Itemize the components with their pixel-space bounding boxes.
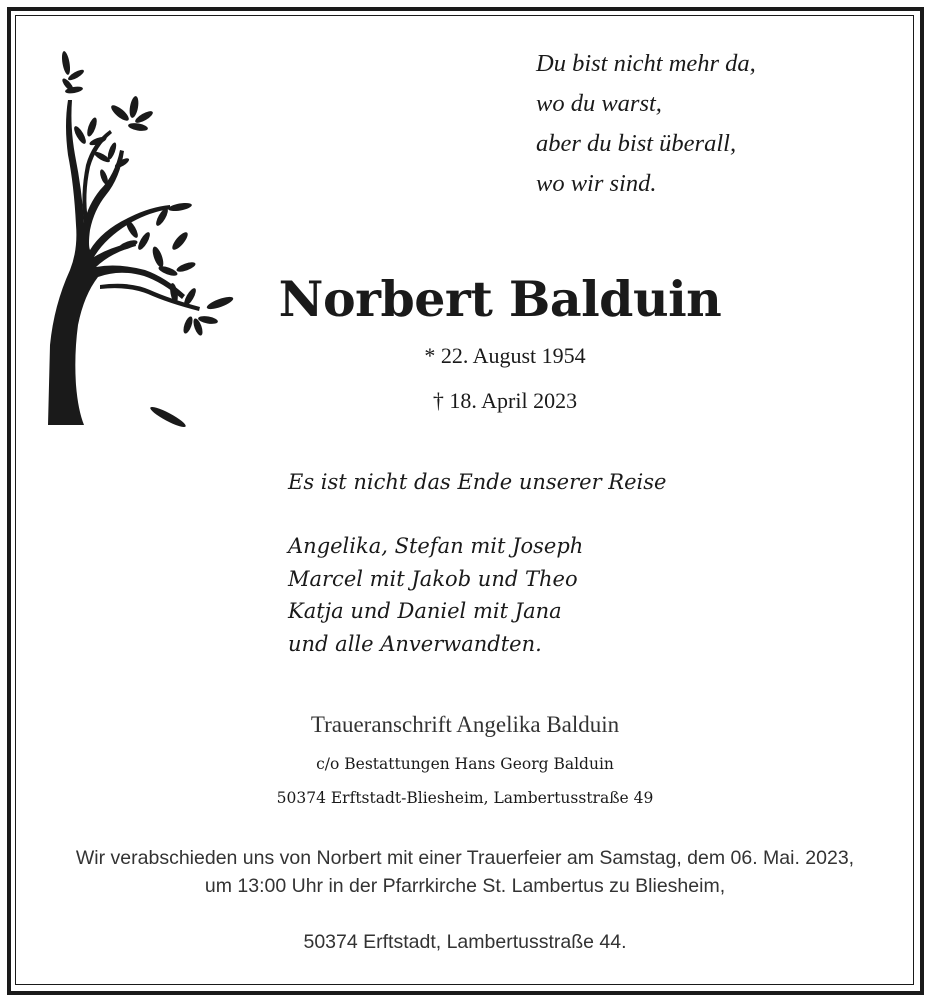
- service-info: [30, 844, 900, 900]
- poem-line: aber du bist überall,: [536, 130, 737, 157]
- service-place: 50374 Erftstadt, Lambertusstraße 44.: [303, 931, 627, 953]
- service-line-2: um 13:00 Uhr in der Pfarrkirche St. Lambertus zu Bliesheim,: [204, 875, 726, 897]
- address-line-2: 50374 Erftstadt-Bliesheim, Lambertusstraße 49: [276, 789, 654, 807]
- poem-line: wo du warst,: [536, 90, 662, 117]
- poem-line: Du bist nicht mehr da,: [536, 50, 756, 77]
- family-line: Katja und Daniel mit Jana: [288, 599, 562, 623]
- birth-date: * 22. August 1954: [424, 343, 586, 368]
- family-list: [288, 530, 583, 660]
- family-line: und alle Anverwandten.: [288, 631, 542, 656]
- deceased-name: Norbert Balduin: [278, 270, 722, 328]
- death-date: † 18. April 2023: [432, 388, 578, 413]
- family-line: Angelika, Stefan mit Joseph: [288, 534, 584, 558]
- address-title: Traueranschrift Angelika Balduin: [310, 712, 620, 737]
- poem-line: wo wir sind.: [536, 170, 657, 197]
- family-line: Marcel mit Jakob und Theo: [288, 566, 578, 591]
- tree-icon: [40, 45, 240, 430]
- poem: [536, 44, 856, 204]
- motto: Es ist nicht das Ende unserer Reise: [288, 470, 667, 494]
- service-line-1: Wir verabschieden uns von Norbert mit einer Trauerfeier am Samstag, dem 06. Mai. 2023,: [75, 847, 855, 869]
- address-line-1: c/o Bestattungen Hans Georg Balduin: [316, 755, 614, 773]
